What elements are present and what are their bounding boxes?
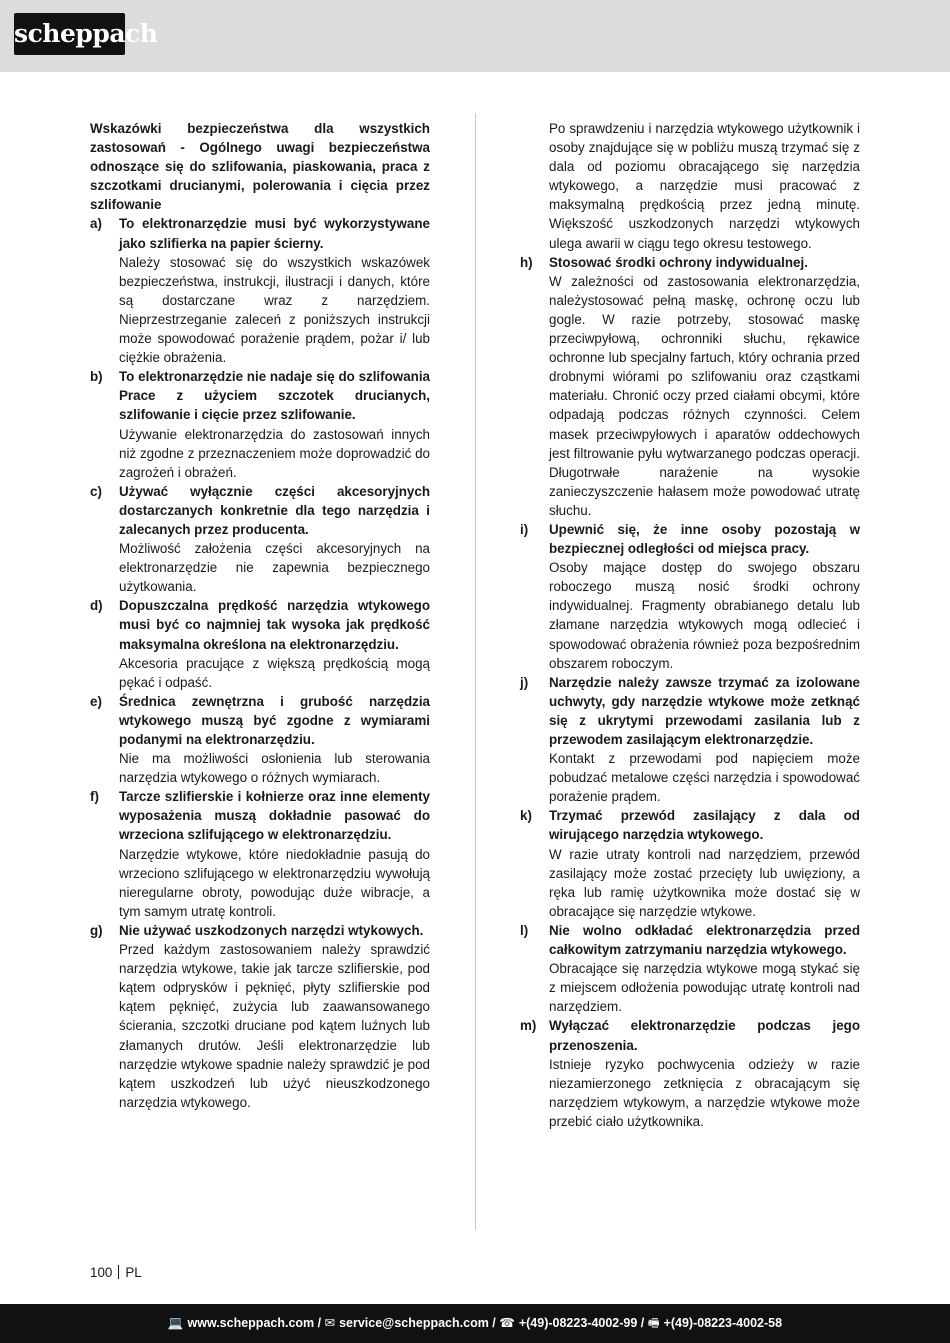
instruction-item xyxy=(90,787,430,921)
phone-icon: ☎ xyxy=(499,1316,515,1330)
instruction-item xyxy=(90,367,430,482)
item-label: h) xyxy=(520,254,533,270)
left-column xyxy=(90,119,430,1112)
computer-icon: 💻 xyxy=(167,1316,184,1330)
item-description: Kontakt z przewodami pod napięciem może pobudzać metalowe części narzędzia i spowodować porażenie prądem. xyxy=(549,751,860,805)
item-heading: Tarcze szlifierskie i kołnierze oraz inne elementy wyposażenia muszą dokładnie pasować do wrzeciona szlifującego w elektronarzędziu. xyxy=(119,789,430,843)
item-heading: Dopuszczalna prędkość narzędzia wtykowego musi być co najmniej tak wysoka jak prędkość maksymalna określona na elektronarzędziu. xyxy=(119,598,430,652)
item-label: f) xyxy=(90,789,99,805)
item-heading: Trzymać przewód zasilający z dala od wirującego narzędzia wtykowego. xyxy=(549,808,860,843)
page-number-value: 100 xyxy=(90,1265,113,1280)
item-label: k) xyxy=(520,808,532,824)
page-footer xyxy=(0,1304,950,1343)
instruction-item xyxy=(520,253,860,520)
item-heading: Wyłączać elektronarzędzie podczas jego przenoszenia. xyxy=(549,1018,860,1053)
instruction-item xyxy=(90,692,430,787)
footer-email[interactable]: service@scheppach.com xyxy=(339,1316,489,1330)
page-number xyxy=(90,1265,142,1280)
page-language: PL xyxy=(125,1265,142,1280)
item-description: Nie ma możliwości osłonienia lub sterowania narzędzia wtykowego o różnych wymiarach. xyxy=(119,751,430,786)
item-description: Używanie elektronarzędzia do zastosowań innych niż zgodne z przeznaczeniem może doprowadzić do zagrożeń i obrażeń. xyxy=(119,426,430,480)
footer-website[interactable]: www.scheppach.com xyxy=(187,1316,315,1330)
item-description: W razie utraty kontroli nad narzędziem, przewód zasilający może zostać przecięty lub uwięziony, a ręka lub ramię użytkownika może dostać się w obracające się narzędzie wtykowe. xyxy=(549,846,860,919)
item-heading: To elektronarzędzie musi być wykorzystywane jako szlifierka na papier ścierny. xyxy=(119,216,430,251)
item-label: c) xyxy=(90,483,102,499)
item-description: Akcesoria pracujące z większą prędkością mogą pękać i odpaść. xyxy=(119,655,430,690)
scheppach-logo: scheppach xyxy=(14,13,125,55)
item-heading: Narzędzie należy zawsze trzymać za izolowane uchwyty, gdy narzędzie wtykowe może zetknąć się z ukrytymi przewodami zasilania lub z przewodem zasilającym elektronarzędzie. xyxy=(549,674,860,747)
item-description: Należy stosować się do wszystkich wskazówek bezpieczeństwa, instrukcji, ilustracji i danych, które są dostarczane wraz z narzędziem. Nieprzestrzeganie zaleceń z poniższych instrukcji może spowodować porażenie prądem, pożar i/ lub ciężkie obrażenia. xyxy=(119,254,430,366)
item-description: Możliwość założenia części akcesoryjnych na elektronarzędzie nie zapewnia bezpiecznego użytkowania. xyxy=(119,541,430,595)
section-title: Wskazówki bezpieczeństwa dla wszystkich zastosowań - Ogólnego uwagi bezpieczeństwa odnoszące się do szlifowania, piaskowania, praca z szczotkami drucianymi, polerowania i cięcia przez szlifowanie xyxy=(90,121,430,213)
column-divider xyxy=(475,113,476,1230)
item-heading: Średnica zewnętrzna i grubość narzędzia wtykowego muszą być zgodne z wymiarami podanymi na elektronarzędziu. xyxy=(119,693,430,747)
item-label: e) xyxy=(90,693,102,709)
item-heading: Upewnić się, że inne osoby pozostają w bezpiecznej odległości od miejsca pracy. xyxy=(549,521,860,557)
item-label: i) xyxy=(520,521,529,537)
instruction-item xyxy=(520,806,860,921)
item-description: Obracające się narzędzia wtykowe mogą stykać się z miejscem odłożenia powodując utratę kontroli nad narzędziem. xyxy=(549,961,860,1015)
item-label: m) xyxy=(520,1018,537,1034)
footer-fax: +(49)-08223-4002-58 xyxy=(663,1316,783,1330)
item-description: Istnieje ryzyko pochwycenia odzieży w razie niezamierzonego zetknięcia z obracającym się narzędziem wtykowym, a narzędzie wtykowe może przebić ciało użytkownika. xyxy=(549,1056,860,1129)
continuation-paragraph: Po sprawdzeniu i narzędzia wtykowego użytkownik i osoby znajdujące się w pobliżu muszą trzymać się z dala od poziomu obracającego się narzędzia wtykowego, a narzędzie musi pracować z maksymalną prędkością przez jedną minutę. Większość uszkodzonych narzędzi wtykowych ulega awarii w ciągu tego okresu testowego. xyxy=(549,121,860,251)
item-heading: Nie używać uszkodzonych narzędzi wtykowych. xyxy=(119,922,424,938)
item-label: l) xyxy=(520,922,529,938)
footer-phone: +(49)-08223-4002-99 xyxy=(518,1316,638,1330)
instruction-item xyxy=(90,482,430,597)
right-item-list xyxy=(520,253,860,1131)
instruction-item xyxy=(520,520,860,673)
instruction-item xyxy=(90,921,430,1112)
item-description: Osoby mające dostęp do swojego obszaru roboczego muszą nosić środki ochrony indywidualnej. Fragmenty obrabianego detalu lub złamane narzędzia wtykowych mogą odlecieć i spowodować obrażenia również poza bezpośrednim obszarem roboczym. xyxy=(549,560,860,671)
item-label: d) xyxy=(90,598,103,614)
item-description: Narzędzie wtykowe, które niedokładnie pasują do wrzeciono szlifującego w elektronarzędziu wywołują nieregularne obroty, powodując duże wibracje, a tym samym utratę kontroli. xyxy=(119,846,430,919)
footer-separator: / xyxy=(637,1316,648,1330)
item-heading: Używać wyłącznie części akcesoryjnych dostarczanych konkretnie dla tego narzędzia i zalecanych przez producenta. xyxy=(119,483,430,537)
left-item-list xyxy=(90,214,430,1111)
instruction-item xyxy=(520,673,860,807)
item-label: j) xyxy=(520,674,529,690)
item-label: b) xyxy=(90,369,103,385)
item-heading: Nie wolno odkładać elektronarzędzia przed całkowitym zatrzymaniu narzędzia wtykowego. xyxy=(549,922,860,958)
item-label: a) xyxy=(90,216,102,232)
instruction-item xyxy=(90,214,430,367)
item-heading: Stosować środki ochrony indywidualnej. xyxy=(549,254,808,270)
instruction-item xyxy=(520,921,860,1016)
right-column xyxy=(520,119,860,1131)
page-header xyxy=(0,0,950,72)
footer-separator: / xyxy=(314,1316,325,1330)
instruction-item xyxy=(90,596,430,691)
item-description: Przed każdym zastosowaniem należy sprawdzić narzędzia wtykowe, takie jak tarcze szlifierskie, pod kątem odprysków i pęknięć, płyty szlifierskie pod kątem pęknięć, zużycia lub zaawansowanego ścierania, szczotki druciane pod kątem luźnych lub złamanych drutów. Jeśli elektronarzędzie lub narzędzie wtykowe spadnie należy sprawdzić je pod kątem uszkodzeń lub użyć nieuszkodzonego narzędzia wtykowego. xyxy=(119,942,430,1110)
instruction-item xyxy=(520,1016,860,1131)
item-description: W zależności od zastosowania elektronarzędzia, należystosować pełną maskę, ochronę oczu lub gogle. W razie potrzeby, stosować maskę przeciwpyłową, ochronniki słuchu, rękawice ochronne lub specjalny fartuch, który ochrania przed drobnymi wiórami po szlifowaniu oraz cząstkami materiału. Chronić oczy przed ciałami obcymi, które odpadają podczas różnych czynności. Celem masek przeciwpyłowych i aparatów oddechowych jest filtrowanie pyłu wytwarzanego podczas operacji. Długotrwałe narażenie na wysokie zanieczyszczenie hałasem może powodować utratę słuchu. xyxy=(549,273,860,518)
fax-icon: 🖷 xyxy=(647,1316,660,1330)
item-label: g) xyxy=(90,922,103,938)
footer-separator: / xyxy=(488,1316,500,1330)
page-number-separator xyxy=(118,1265,119,1279)
envelope-icon: ✉ xyxy=(324,1316,336,1330)
item-heading: To elektronarzędzie nie nadaje się do szlifowania Prace z użyciem szczotek drucianych, szlifowanie i cięcie przez szlifowanie. xyxy=(119,369,430,423)
